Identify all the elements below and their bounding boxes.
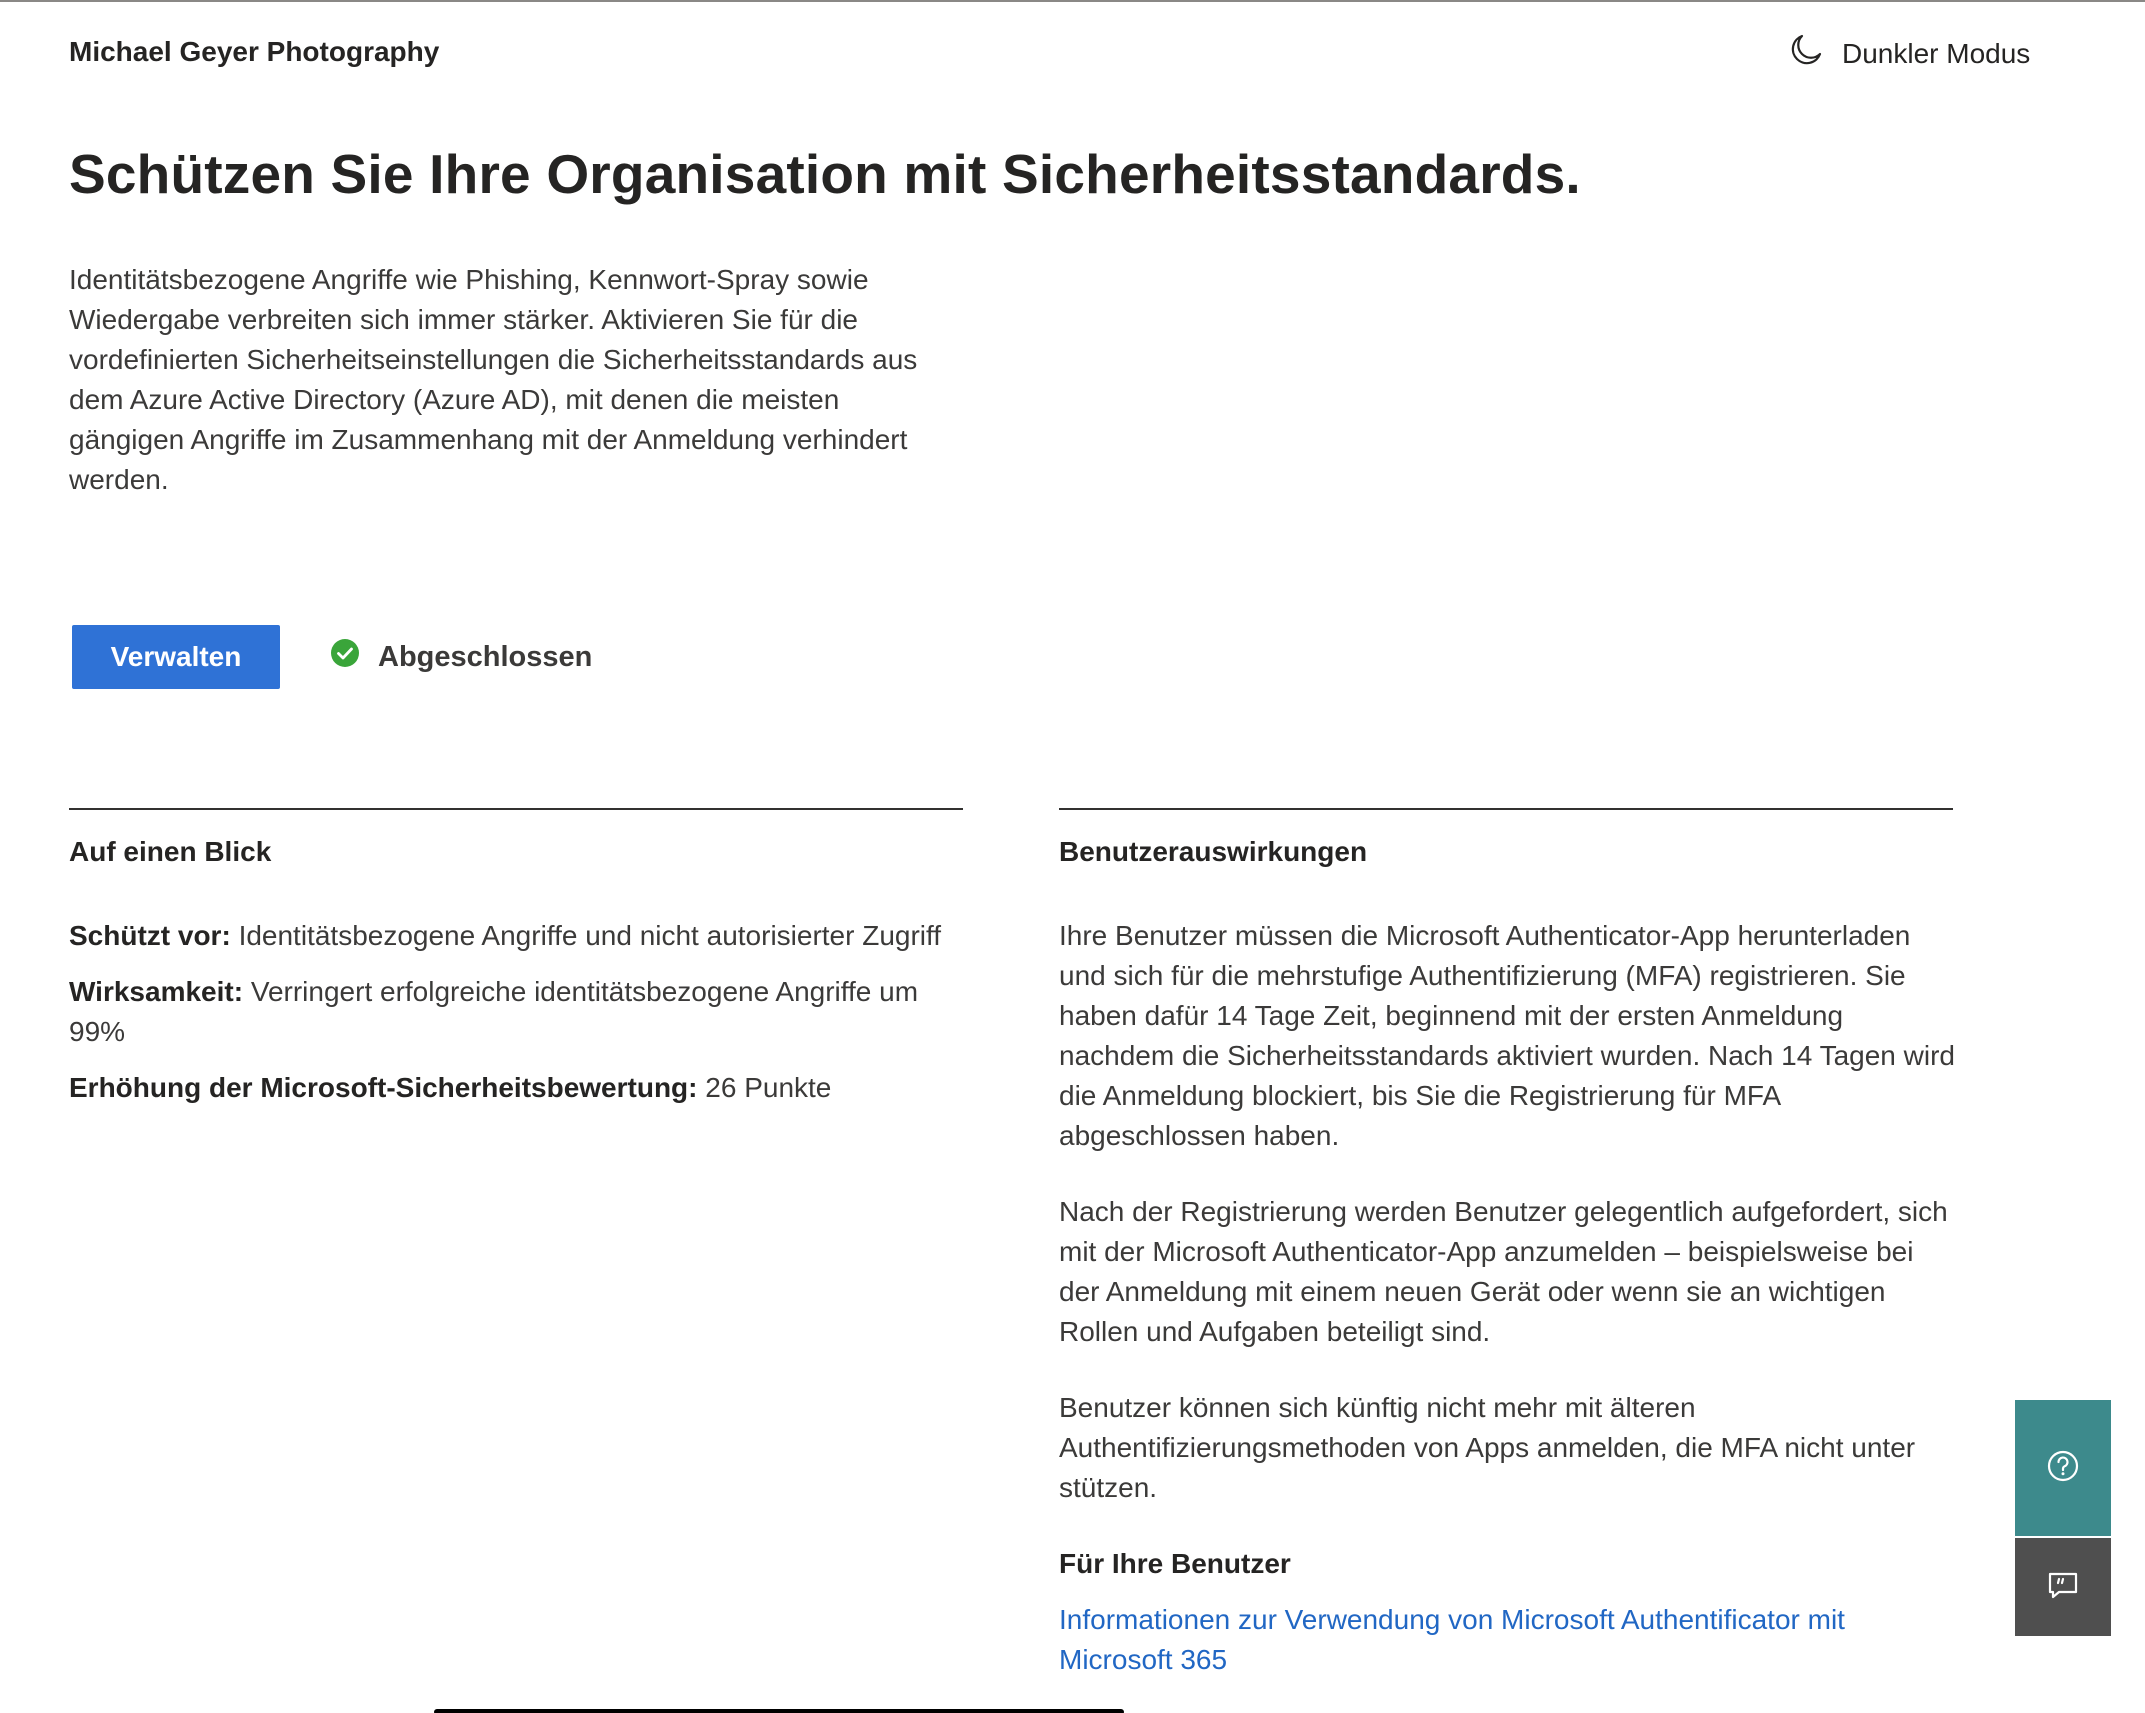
feedback-icon [2045,1567,2081,1608]
dark-mode-toggle[interactable] [1788,32,2030,75]
fact-effectiveness [69,972,969,1052]
help-button[interactable] [2015,1400,2111,1536]
moon-icon [1788,32,1824,75]
user-impact-section [1059,916,1959,1680]
fact-value: Identitätsbezogene Angriffe und nicht autorisierter Zugriff [238,920,942,951]
org-name: Michael Geyer Photography [69,36,440,67]
at-a-glance-facts [69,916,969,1124]
user-impact-title: Benutzerauswirkungen [1059,836,1368,867]
dark-mode-label: Dunkler Modus [1842,37,2031,69]
divider-right [1059,808,1953,810]
impact-paragraph: Benutzer können sich künftig nicht mehr mit älteren Authentifizierungsmethoden von Apps anmelden, die MFA nicht unter stützen. [1059,1392,1916,1503]
home-indicator [434,1709,1124,1713]
fact-value: 26 Punkte [705,1072,832,1103]
divider-left [69,808,963,810]
intro-text: Identitätsbezogene Angriffe wie Phishing, Kennwort-Spray sowie Wiedergabe verbreiten sich immer stärker. Aktivieren Sie für die vordefinierten Sicherheitseinstellungen die Sicherheitsstandards aus dem Azure Active Directory (Azure AD), mit denen die meisten gängigen Angriffe im Zusammenhang mit der Anmeldung verhindert werden. [69,264,918,495]
feedback-button[interactable] [2015,1538,2111,1636]
help-circle-icon [2045,1448,2081,1489]
fact-secure-score [69,1068,969,1108]
fact-key: Wirksamkeit: [69,976,244,1007]
check-circle-icon [330,638,360,676]
fact-key: Erhöhung der Microsoft-Sicherheitsbewertung: [69,1072,698,1103]
for-users-title: Für Ihre Benutzer [1059,1548,1291,1579]
fact-protects-against [69,916,969,956]
manage-button[interactable]: Verwalten [72,625,280,689]
authenticator-info-link[interactable]: Informationen zur Verwendung von Microsoft Authentificator mit Microsoft 365 [1059,1604,1845,1675]
fact-key: Schützt vor: [69,920,231,951]
status-badge [330,638,592,676]
impact-paragraph: Ihre Benutzer müssen die Microsoft Authenticator-App herunterladen und sich für die mehrstufige Authentifizierung (MFA) registrieren. Sie haben dafür 14 Tage Zeit, beginnend mit der ersten Anmeldung nachdem die Sicherheitsstandards aktiviert wurden. Nach 14 Tagen wird die Anmeldung blockiert, bis Sie die Registrierung für MFA abgeschlossen haben. [1059,920,1955,1151]
status-label: Abgeschlossen [378,640,593,673]
impact-paragraph: Nach der Registrierung werden Benutzer gelegentlich aufgefordert, sich mit der Microsoft Authenticator-App anzumelden – beispielsweise bei der Anmeldung mit einem neuen Gerät oder wenn sie an wichtigen Rollen und Aufgaben beteiligt sind. [1059,1196,1948,1347]
at-a-glance-title: Auf einen Blick [69,836,272,867]
fact-value: Verringert erfolgreiche identitätsbezogene Angriffe um 99% [69,976,919,1047]
page-title: Schützen Sie Ihre Organisation mit Sicherheitsstandards. [69,143,1581,205]
